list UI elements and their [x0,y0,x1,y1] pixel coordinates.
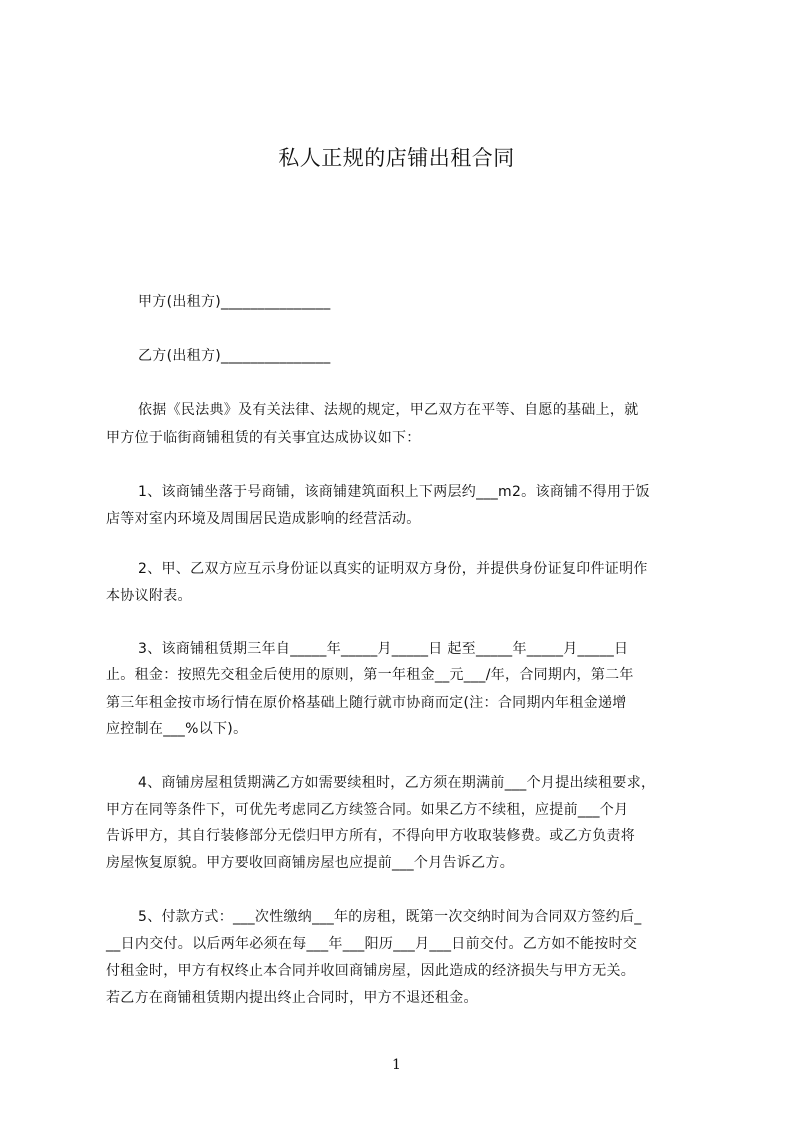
party-b-line: 乙方(出租方)_______________ [138,348,331,364]
clause-2-line-1: 2、甲、乙双方应互示身份证以真实的证明双方身份，并提供身份证复印件证明作 [138,561,648,577]
clause-4-line-2: 甲方在同等条件下，可优先考虑同乙方续签合同。如果乙方不续租，应提前___个月 [106,802,629,818]
clause-1-line-1: 1、该商铺坐落于号商铺，该商铺建筑面积上下两层约___m2。该商铺不得用于饭 [138,484,650,500]
clause-5-line-4: 若乙方在商铺租赁期内提出终止合同时，甲方不退还租金。 [106,990,478,1006]
clause-3-line-3: 第三年租金按市场行情在原价格基础上随行就市协商而定(注：合同期内年租金递增 [106,695,627,711]
intro-line-2: 甲方位于临街商铺租赁的有关事宜达成协议如下： [106,430,421,446]
clause-5-line-2: __日内交付。以后两年必须在每___年___阳历___月___日前交付。乙方如不能按时交 [106,936,638,952]
clause-4-line-4: 房屋恢复原貌。甲方要收回商铺房屋也应提前___个月告诉乙方。 [106,855,514,871]
party-a-line: 甲方(出租方)_______________ [138,294,331,310]
clause-4-line-3: 告诉甲方，其自行装修部分无偿归甲方所有，不得向甲方收取装修费。或乙方负责将 [106,828,636,844]
clause-3-line-2: 止。租金：按照先交租金后使用的原则，第一年租金__元___/年，合同期内，第二年 [106,667,634,683]
page-number: 1 [392,1057,401,1073]
clause-2-line-2: 本协议附表。 [106,588,192,604]
clause-3-line-1: 3、该商铺租赁期三年自_____年_____月_____日 起至_____年_____月_____日 [138,641,629,657]
clause-3-line-4: 应控制在___%以下)。 [106,721,248,737]
clause-5-line-1: 5、付款方式：___次性缴纳___年的房租，既第一次交纳时间为合同双方签约后_ [138,909,642,925]
document-title: 私人正规的店铺出租合同 [278,146,515,170]
clause-4-line-1: 4、商铺房屋租赁期满乙方如需要续租时，乙方须在期满前___个月提出续租要求， [138,775,656,791]
clause-5-line-3: 付租金时，甲方有权终止本合同并收回商铺房屋，因此造成的经济损失与甲方无关。 [106,963,636,979]
clause-1-line-2: 店等对室内环境及周围居民造成影响的经营活动。 [106,511,421,527]
intro-line-1: 依据《民法典》及有关法律、法规的规定，甲乙双方在平等、自愿的基础上，就 [138,402,639,418]
